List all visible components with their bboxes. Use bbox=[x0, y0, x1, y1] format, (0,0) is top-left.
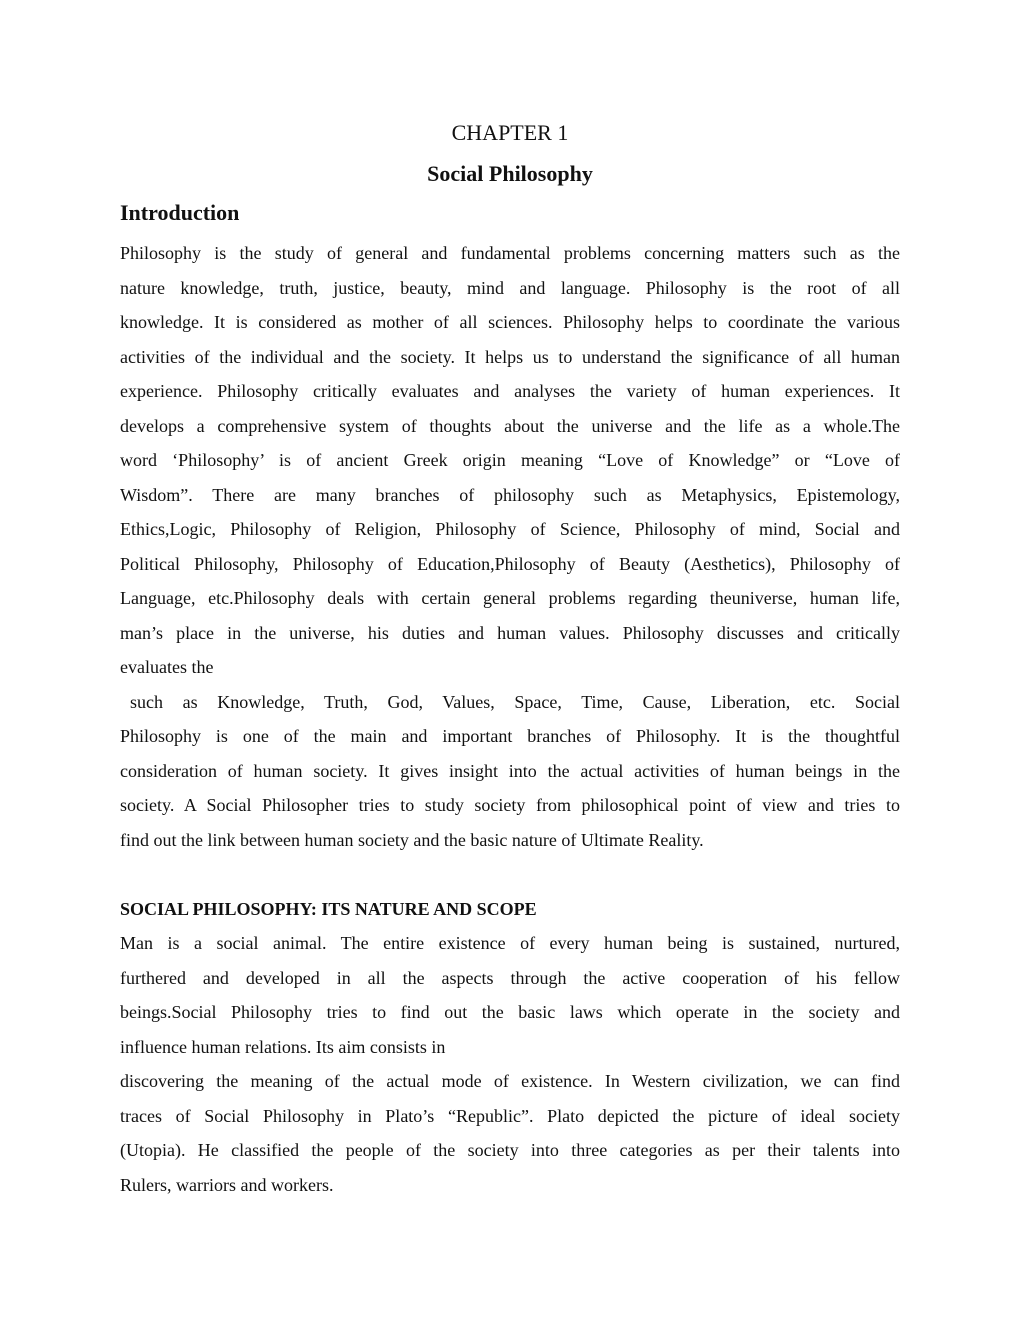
text-line: experience. Philosophy critically evaluates and analyses the variety of human experiences. It bbox=[120, 381, 900, 401]
text-line: traces of Social Philosophy in Plato’s “Republic”. Plato depicted the picture of ideal society bbox=[120, 1105, 900, 1126]
text-line: Rulers, warriors and workers. bbox=[120, 1174, 334, 1195]
text-line: furthered and developed in all the aspects through the active cooperation of his fellow bbox=[120, 967, 900, 988]
text-line: man’s place in the universe, his duties and human values. Philosophy discusses and critically bbox=[120, 622, 900, 643]
text-line: activities of the individual and the society. It helps us to understand the significance of all human bbox=[120, 346, 900, 367]
text-line: find out the link between human society and the basic nature of Ultimate Reality. bbox=[120, 829, 704, 850]
text-line: discovering the meaning of the actual mode of existence. In Western civilization, we can find bbox=[120, 1071, 900, 1091]
text-line: evaluates the bbox=[120, 657, 214, 677]
text-line: influence human relations. Its aim consists in bbox=[120, 1036, 446, 1057]
subsection-heading: SOCIAL PHILOSOPHY: ITS NATURE AND SCOPE bbox=[120, 898, 537, 919]
text-line: Philosophy is the study of general and fundamental problems concerning matters such as the bbox=[120, 243, 900, 263]
text-line: Language, etc.Philosophy deals with certain general problems regarding theuniverse, human life, bbox=[120, 588, 900, 608]
text-line: word ‘Philosophy’ is of ancient Greek origin meaning “Love of Knowledge” or “Love of bbox=[120, 450, 900, 470]
text-line: Ethics,Logic, Philosophy of Religion, Philosophy of Science, Philosophy of mind, Social and bbox=[120, 519, 900, 539]
section-heading: Introduction bbox=[120, 200, 240, 225]
text-line: knowledge. It is considered as mother of all sciences. Philosophy helps to coordinate the various bbox=[120, 312, 900, 332]
text-line: consideration of human society. It gives insight into the actual activities of human beings in the bbox=[120, 760, 900, 781]
text-line: Man is a social animal. The entire existence of every human being is sustained, nurtured, bbox=[120, 933, 900, 953]
text-line: (Utopia). He classified the people of the society into three categories as per their talents into bbox=[120, 1140, 900, 1160]
text-line: develops a comprehensive system of thoughts about the universe and the life as a whole.The bbox=[120, 415, 900, 436]
chapter-title: Social Philosophy bbox=[427, 161, 593, 186]
text-line: nature knowledge, truth, justice, beauty, mind and language. Philosophy is the root of all bbox=[120, 277, 900, 298]
body-text bbox=[120, 236, 900, 1202]
text-line: Wisdom”. There are many branches of philosophy such as Metaphysics, Epistemology, bbox=[120, 484, 900, 505]
text-line: such as Knowledge, Truth, God, Values, Space, Time, Cause, Liberation, etc. Social bbox=[130, 691, 900, 712]
text-line: Philosophy is one of the main and important branches of Philosophy. It is the thoughtful bbox=[120, 726, 900, 746]
chapter-label: CHAPTER 1 bbox=[451, 120, 569, 145]
text-line bbox=[120, 857, 900, 892]
text-line: Political Philosophy, Philosophy of Education,Philosophy of Beauty (Aesthetics), Philosophy of bbox=[120, 553, 900, 574]
text-line: beings.Social Philosophy tries to find out the basic laws which operate in the society and bbox=[120, 1002, 900, 1022]
text-line: society. A Social Philosopher tries to study society from philosophical point of view and tries to bbox=[120, 795, 900, 815]
